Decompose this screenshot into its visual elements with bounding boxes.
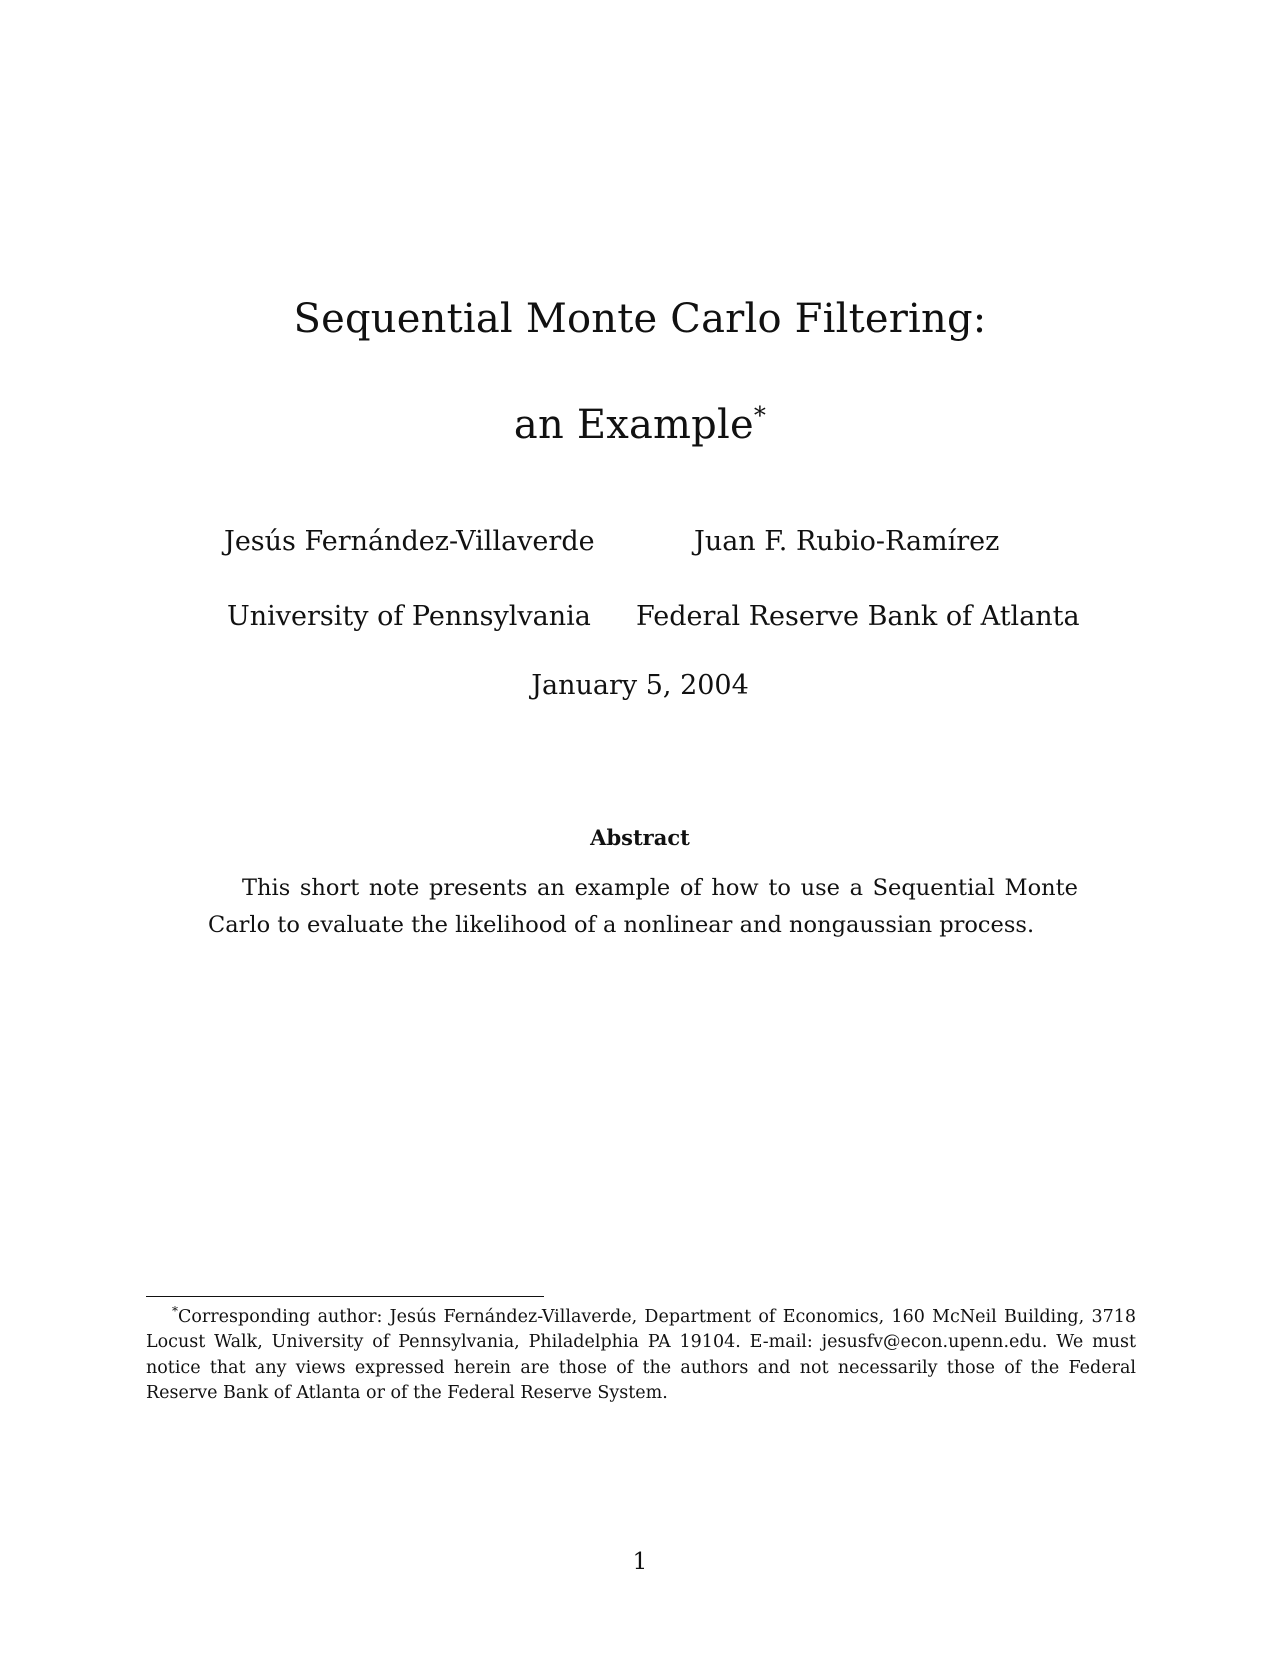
abstract-body: This short note presents an example of how to use a Sequential Monte Carlo to evaluate the likelihood of a nonlinear and nongaussian process. bbox=[208, 875, 1078, 938]
title-footnote-mark[interactable]: * bbox=[753, 401, 767, 430]
footnote-mark: * bbox=[172, 1304, 178, 1319]
abstract-heading: Abstract bbox=[590, 825, 690, 850]
author-affiliation-2: Federal Reserve Bank of Atlanta bbox=[636, 601, 1080, 632]
footnote-text: Corresponding author: Jesús Fernández-Villaverde, Department of Economics, 160 McNeil Building, 3718 Locust Walk, University of Pennsylvania, Philadelphia PA 19104. E-mail: jesusfv@econ.upenn.edu. We must notice that any views expressed herein are those of the authors and not necessarily those of the Federal Reserve Bank of Atlanta or of the Federal Reserve System. bbox=[146, 1307, 1136, 1403]
title-text-2: an Example bbox=[513, 402, 754, 448]
author-name-2: Juan F. Rubio-Ramírez bbox=[694, 526, 1000, 557]
footnote bbox=[146, 1305, 1136, 1406]
title-line-2 bbox=[0, 402, 1280, 448]
paper-date: January 5, 2004 bbox=[531, 670, 749, 701]
author-name-1: Jesús Fernández-Villaverde bbox=[224, 526, 595, 557]
author-affiliation-1: University of Pennsylvania bbox=[227, 601, 591, 632]
footnote-rule bbox=[146, 1296, 544, 1297]
page-number: 1 bbox=[632, 1549, 648, 1575]
title-line-1 bbox=[0, 296, 1280, 342]
title-text-1: Sequential Monte Carlo Filtering: bbox=[293, 296, 987, 342]
